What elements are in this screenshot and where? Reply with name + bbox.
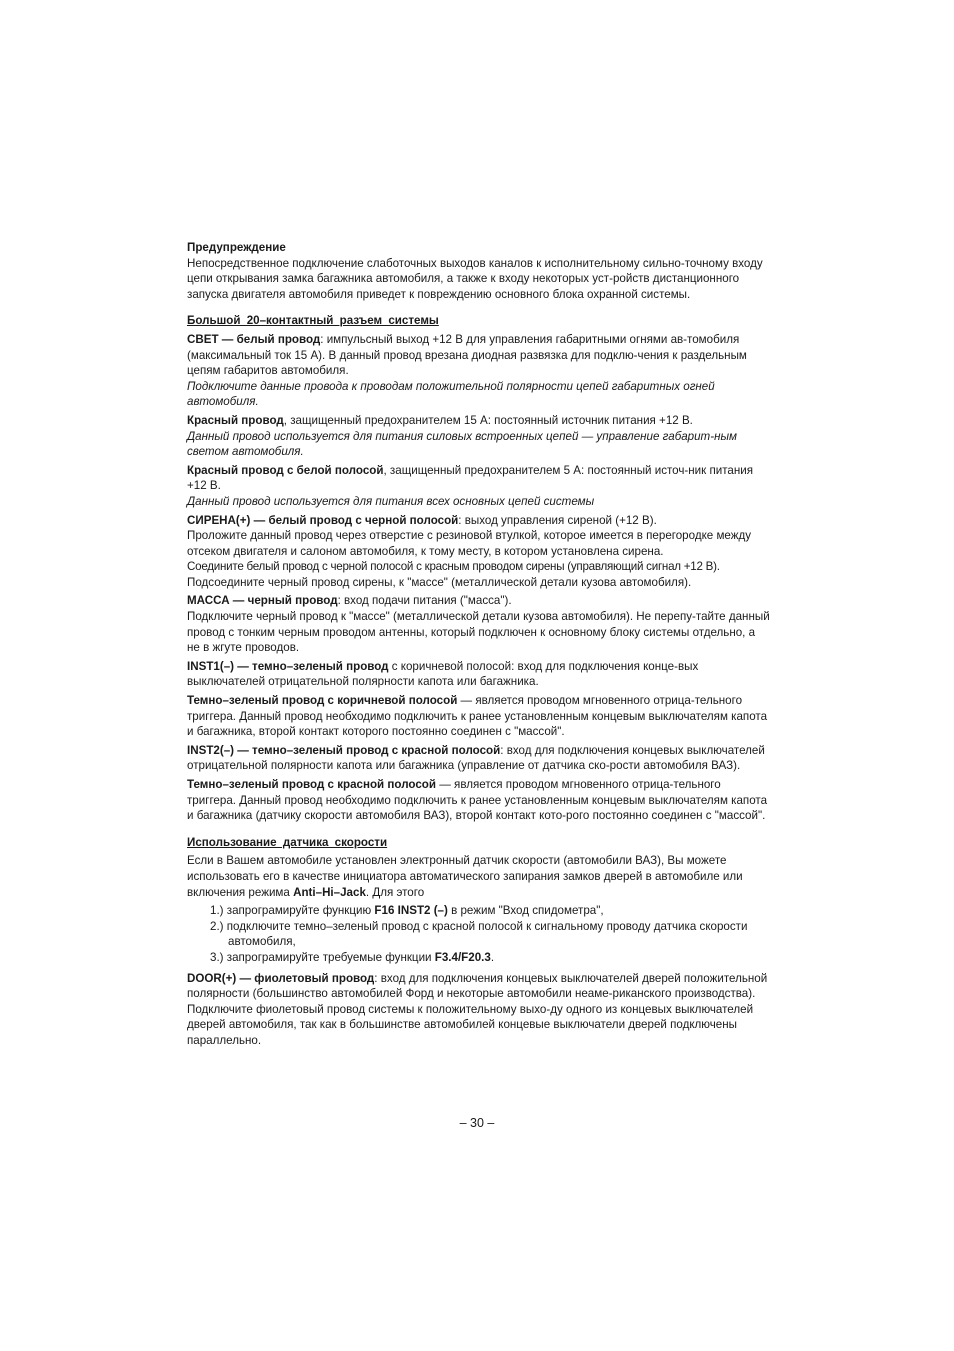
siren-line-2: Соедините белый провод с черной полосой с красным проводом сирены (управляющий сигнал +12 В). [187,560,720,574]
svet-wire: СВЕТ — белый провод: импульсный выход +12 В для управления габаритными огнями ав-томобиля (максимальный ток 15 А). В данный провод врезана диодная развязка для подклю-чения к раздельным цепям габаритов автомобиля. [187,332,747,378]
warning-title: Предупреждение [187,241,286,254]
siren-line-1: Проложите данный провод через отверстие с резиновой втулкой, которое имеется в перегородке между отсеком двигателя и салоном автомобиля, к тому месту, в котором установлена сирена. [187,529,752,558]
darkgreen-brown-wire: Темно–зеленый провод с коричневой полосой — является проводом мгновенного отрица-тельного триггера. Данный провод необходимо подключить к ранее установленным концевым выключателям капота и багажника, второй контакт которого постоянно соединен с "массой". [187,694,768,739]
redwhite-note: Данный провод используется для питания всех основных цепей системы [187,494,595,508]
document-body [187,240,770,1049]
warning-text: Непосредственное подключение слаботочных выходов каналов к исполнительному сильно-точному входу цепи открывания замка багажника автомобиля, а также к входу некоторых уст-ройств дистанционного запуска двигателя автомобиля приведет к повреждению основного блока охранной системы. [187,256,763,301]
speed-intro: Если в Вашем автомобиле установлен электронный датчик скорости (автомобили ВАЗ), Вы можете использовать его в качестве инициатора автоматического запирания замков дверей в автомобиле или включения режима Anti–Hi–Jack. Для этого [187,854,743,899]
connector-heading: Большой 20–контактный разъем системы [187,314,439,328]
speed-steps [187,903,770,965]
svet-note: Подключите данные провода к проводам положительной полярности цепей габаритных огней автомобиля. [187,379,715,409]
red-note: Данный провод используется для питания силовых встроенных цепей — управление габарит-ным светом автомобиля. [187,429,737,459]
page-number: – 30 – [459,1116,495,1130]
darkgreen-red-wire: Темно–зеленый провод с красной полосой — является проводом мгновенного отрица-тельного триггера. Данный провод необходимо подключить к ранее установленным концевым выключателям капота и багажника (датчику скорости автомобиля ВАЗ), второй контакт кото-рого постоянно соединен с "массой". [187,778,768,823]
inst2-wire: INST2(–) — темно–зеленый провод с красной полосой: вход для подключения концевых выключателей отрицательной полярности капота или багажника (управление от датчика ско-рости автомобиля ВАЗ). [187,743,765,773]
list-item: 3.) запрограмируйте требуемые функции F3.4/F20.3. [210,950,495,964]
inst1-wire: INST1(–) — темно–зеленый провод с коричневой полосой: вход для подключения конце-вых выключателей отрицательной полярности капота или багажника. [187,659,699,689]
speed-heading: Использование датчика скорости [187,835,388,849]
list-item: 1.) запрограмируйте функцию F16 INST2 (–) в режим "Вход спидометра", [210,904,604,918]
siren-wire: СИРЕНА(+) — белый провод с черной полосой: выход управления сиреной (+12 В). [187,513,657,527]
siren-line-3: Подсоедините черный провод сирены, к "массе" (металлической детали кузова автомобиля). [187,575,692,589]
red-wire: Красный провод, защищенный предохранителем 15 А: постоянный источник питания +12 В. [187,413,693,427]
redwhite-wire: Красный провод с белой полосой, защищенный предохранителем 5 А: постоянный источ-ник питания +12 В. [187,463,753,493]
mass-wire: МАССА — черный провод: вход подачи питания ("масса"). [187,594,512,608]
list-item: 2.) подключите темно–зеленый провод с красной полосой к сигнальному проводу датчика скорости автомобиля, [210,919,748,949]
door-wire: DOOR(+) — фиолетовый провод: вход для подключения концевых выключателей дверей положительной полярности (большинство автомобилей Форд и некоторые автомобили неаме-риканского производства). Подключите фиолетовый провод системы к положительному выхо-ду одного из концевых выключателей дверей автомобиля, так как в большинстве автомобилей концевые выключатели дверей подключены параллельно. [187,971,768,1047]
mass-line-1: Подключите черный провод к "массе" (металлической детали кузова автомобиля). Не перепу-тайте данный провод с тонким черным проводом антенны, который подключен к основному блоку системы отдельно, а не в жгуте проводов. [187,610,770,655]
